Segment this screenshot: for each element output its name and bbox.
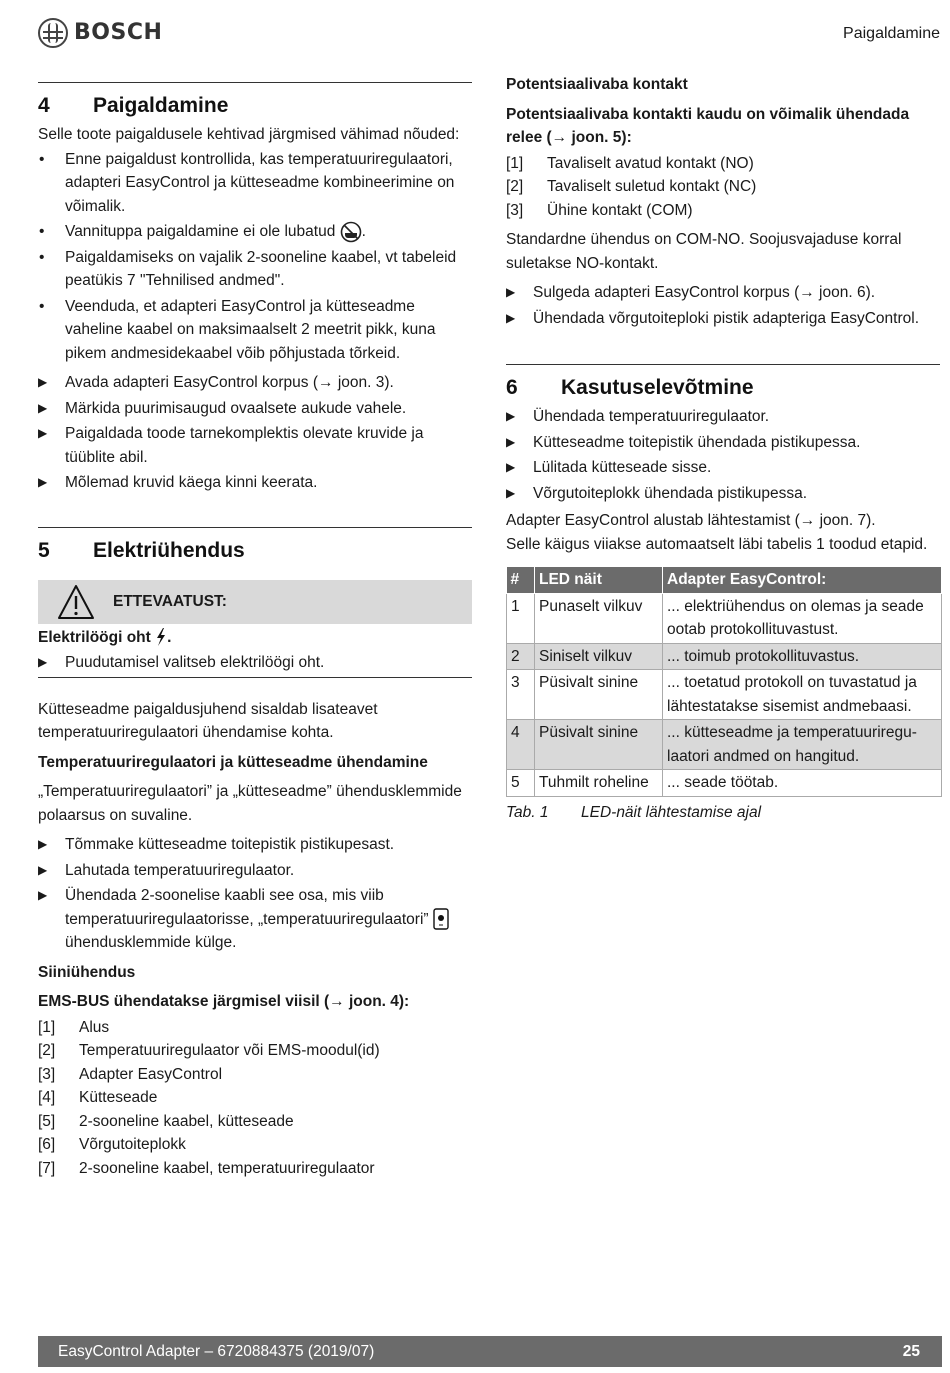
section-title: Potentsiaalivaba kontakt: [506, 76, 688, 93]
legend-item: [506, 199, 940, 223]
chapter-6-heading: [506, 373, 940, 403]
legend-text: Tavaliselt avatud kontakt (NO): [547, 154, 754, 172]
column-header: LED näit: [535, 567, 663, 594]
contact-steps: [506, 281, 940, 330]
table-cell: ... seade töötab.: [663, 770, 942, 797]
brand-name: BOSCH: [74, 20, 163, 46]
legend-text: 2-sooneline kaabel, kütteseade: [79, 1112, 294, 1130]
section-subtitle: Potentsiaalivaba kontakti kaudu on võimalik ühendada relee (→ joon. 5):: [506, 105, 910, 146]
legend-item: [506, 152, 940, 176]
table-cell: 5: [507, 770, 535, 797]
divider: [38, 527, 472, 528]
paragraph: Adapter EasyControl alustab lähtestamist (→ joon. 7).: [506, 512, 876, 529]
table-row: [507, 670, 942, 720]
action-step: ▶ Kütteseadme toitepistik ühendada pistikupessa.: [506, 431, 940, 455]
page-header: [38, 14, 940, 54]
legend-text: Adapter EasyControl: [79, 1065, 223, 1083]
subheading: EMS-BUS ühendatakse järgmisel viisil (→ joon. 4):: [38, 993, 410, 1010]
action-step: ▶ Ühendada võrgutoiteploki pistik adapteriga EasyControl.: [506, 307, 940, 331]
column-header: Adapter EasyControl:: [663, 567, 942, 594]
legend-ref: [6]: [38, 1136, 56, 1153]
legend-text: Temperatuuriregulaator või EMS-moodul(id): [79, 1042, 380, 1059]
chapter-5-heading: [38, 536, 472, 566]
warning-title: ETTEVAATUST:: [113, 592, 227, 610]
legend-ref: [3]: [38, 1065, 56, 1083]
legend-ref: [3]: [506, 201, 524, 219]
no-bathroom-icon: [340, 221, 362, 243]
list-item: • Paigaldamiseks on vajalik 2-sooneline kaabel, vt tabeleid peatükis 7 "Tehnilised andmed".: [38, 246, 472, 293]
legend-text: Ühine kontakt (COM): [547, 201, 693, 219]
divider: [506, 364, 940, 365]
legend-item: [38, 1086, 472, 1110]
action-step-text: Ühendada 2-soonelise kaabli see osa, mis viib temperatuuriregulaatorisse, „temperatuuriregulaatori”: [65, 887, 429, 928]
action-step: ▶ Lülitada kütteseade sisse.: [506, 456, 940, 480]
intro-text: Selle toote paigaldusele kehtivad järgmised vähimad nõuded:: [38, 126, 460, 143]
table-row: [507, 720, 942, 770]
paragraph: Standardne ühendus on COM-NO. Soojusvajaduse korral suletakse NO-kontakt.: [506, 231, 902, 272]
table-cell: Siniselt vilkuv: [535, 643, 663, 670]
warning-triangle-icon: [57, 584, 95, 620]
table-caption: [506, 801, 940, 825]
table-row: [507, 770, 942, 797]
startup-steps: [506, 405, 940, 505]
chapter-title: Elektriühendus: [93, 538, 245, 562]
divider: [38, 677, 472, 678]
action-step: ▶ Mõlemad kruvid käega kinni keerata.: [38, 471, 472, 495]
ems-bus-legend: [38, 1016, 472, 1181]
bosch-logo-icon: [38, 18, 68, 48]
chapter-number: 6: [506, 376, 518, 399]
chapter-title: Kasutuselevõtmine: [561, 376, 754, 399]
table-cell: 3: [507, 670, 535, 720]
legend-ref: [2]: [38, 1042, 56, 1059]
thermostat-terminal-icon: [433, 908, 449, 930]
table-cell: ... kütteseadme ja temperatuuriregulaatori andmed on hangitud.: [663, 720, 942, 770]
legend-ref: [1]: [38, 1018, 56, 1036]
table-cell: Tuhmilt roheline: [535, 770, 663, 797]
table-cell: 4: [507, 720, 535, 770]
table-cell: ... toimub protokollituvastus.: [663, 643, 942, 670]
action-step: ▶ Paigaldada toode tarnekomplektis olevate kruvide ja tüüblite abil.: [38, 422, 472, 469]
chapter-4-heading: [38, 91, 472, 121]
legend-item: [38, 1016, 472, 1040]
action-step: [38, 884, 472, 955]
legend-ref: [5]: [38, 1112, 56, 1130]
legend-item: [38, 1157, 472, 1181]
action-step: ▶ Puudutamisel valitseb elektrilöögi oht.: [38, 651, 472, 675]
list-item-text: Vannituppa paigaldamine ei ole lubatud: [65, 223, 336, 240]
bosch-logo: [38, 18, 162, 48]
action-step: ▶ Märkida puurimisaugud ovaalsete aukude vahele.: [38, 397, 472, 421]
list-item: • Vannituppa paigaldamine ei ole lubatud .: [38, 220, 472, 244]
list-item: • Veenduda, et adapteri EasyControl ja kütteseadme vaheline kaabel on maksimaalselt 2 meetrit pikk, kuna pikem andmesidekaabel võib põhjustada tõrkeid.: [38, 295, 472, 366]
legend-text: Alus: [79, 1018, 110, 1036]
running-header: Paigaldamine: [843, 25, 940, 42]
list-item: • Enne paigaldust kontrollida, kas temperatuuriregulaatori, adapteri EasyControl ja kütteseadme kombineerimine on võimalik.: [38, 148, 472, 219]
right-column: [506, 68, 940, 824]
table-cell: Püsivalt sinine: [535, 670, 663, 720]
action-step: ▶ Lahutada temperatuuriregulaator.: [38, 859, 472, 883]
action-step: ▶ Avada adapteri EasyControl korpus (→ joon. 3).: [38, 371, 472, 395]
table-cell: ... toetatud protokoll on tuvastatud ja lähtestatakse sisemist andmebaasi.: [663, 670, 942, 720]
install-steps: [38, 371, 472, 495]
legend-ref: [2]: [506, 178, 524, 195]
subheading: Siiniühendus: [38, 963, 136, 981]
hazard-actions: [38, 651, 472, 675]
action-step: ▶ Võrgutoiteplokk ühendada pistikupessa.: [506, 482, 940, 506]
legend-ref: [4]: [38, 1089, 56, 1106]
hazard-text: Elektrilöögi oht: [38, 628, 151, 646]
lightning-icon: [155, 627, 167, 647]
requirements-list: [38, 148, 472, 366]
left-column: [38, 68, 472, 1180]
chapter-number: 4: [38, 94, 50, 117]
table-number: Tab. 1: [506, 803, 549, 821]
legend-text: Kütteseade: [79, 1089, 158, 1106]
legend-item: [38, 1063, 472, 1087]
hazard-line: Elektrilöögi oht .: [38, 628, 172, 646]
table-header-row: [507, 567, 942, 594]
action-step: ▶ Ühendada temperatuuriregulaator.: [506, 405, 940, 429]
table-row: [507, 643, 942, 670]
warning-box: [38, 580, 472, 624]
table-caption-text: LED-näit lähtestamise ajal: [581, 803, 762, 821]
column-header: #: [507, 567, 535, 594]
action-step: ▶ Sulgeda adapteri EasyControl korpus (→ joon. 6).: [506, 281, 940, 305]
legend-item: [38, 1039, 472, 1063]
page-footer: [38, 1336, 942, 1367]
document-id: EasyControl Adapter – 6720884375 (2019/07): [58, 1342, 375, 1360]
legend-text: Võrgutoiteplokk: [79, 1136, 186, 1153]
connection-steps: [38, 833, 472, 955]
subheading: Temperatuuriregulaatori ja kütteseadme ühendamine: [38, 753, 428, 771]
legend-text: 2-sooneline kaabel, temperatuuriregulaator: [79, 1159, 375, 1177]
page-number: 25: [902, 1342, 920, 1360]
paragraph: Selle käigus viiakse automaatselt läbi tabelis 1 toodud etapid.: [506, 535, 928, 553]
table-cell: 2: [507, 643, 535, 670]
table-cell: 1: [507, 593, 535, 643]
action-step: ▶ Tõmmake kütteseadme toitepistik pistikupesast.: [38, 833, 472, 857]
paragraph: Kütteseadme paigaldusjuhend sisaldab lisateavet temperatuuriregulaatori ühendamise kohta.: [38, 700, 378, 741]
legend-item: [38, 1110, 472, 1134]
led-status-table: [506, 566, 942, 797]
chapter-title: Paigaldamine: [93, 94, 229, 117]
table-cell: ... elektriühendus on olemas ja seade ootab protokollituvastust.: [663, 593, 942, 643]
legend-ref: [1]: [506, 154, 524, 172]
table-cell: Punaselt vilkuv: [535, 593, 663, 643]
legend-ref: [7]: [38, 1159, 56, 1177]
table-cell: Püsivalt sinine: [535, 720, 663, 770]
divider: [38, 82, 472, 83]
legend-item: [38, 1133, 472, 1157]
legend-text: Tavaliselt suletud kontakt (NC): [547, 178, 757, 195]
table-row: [507, 593, 942, 643]
contact-legend: [506, 152, 940, 223]
chapter-number: 5: [38, 538, 50, 562]
paragraph: „Temperatuuriregulaatori” ja „kütteseadme” ühendusklemmide polaarsus on suvaline.: [38, 783, 462, 824]
action-step-text: ühendusklemmide külge.: [65, 934, 237, 951]
legend-item: [506, 175, 940, 199]
